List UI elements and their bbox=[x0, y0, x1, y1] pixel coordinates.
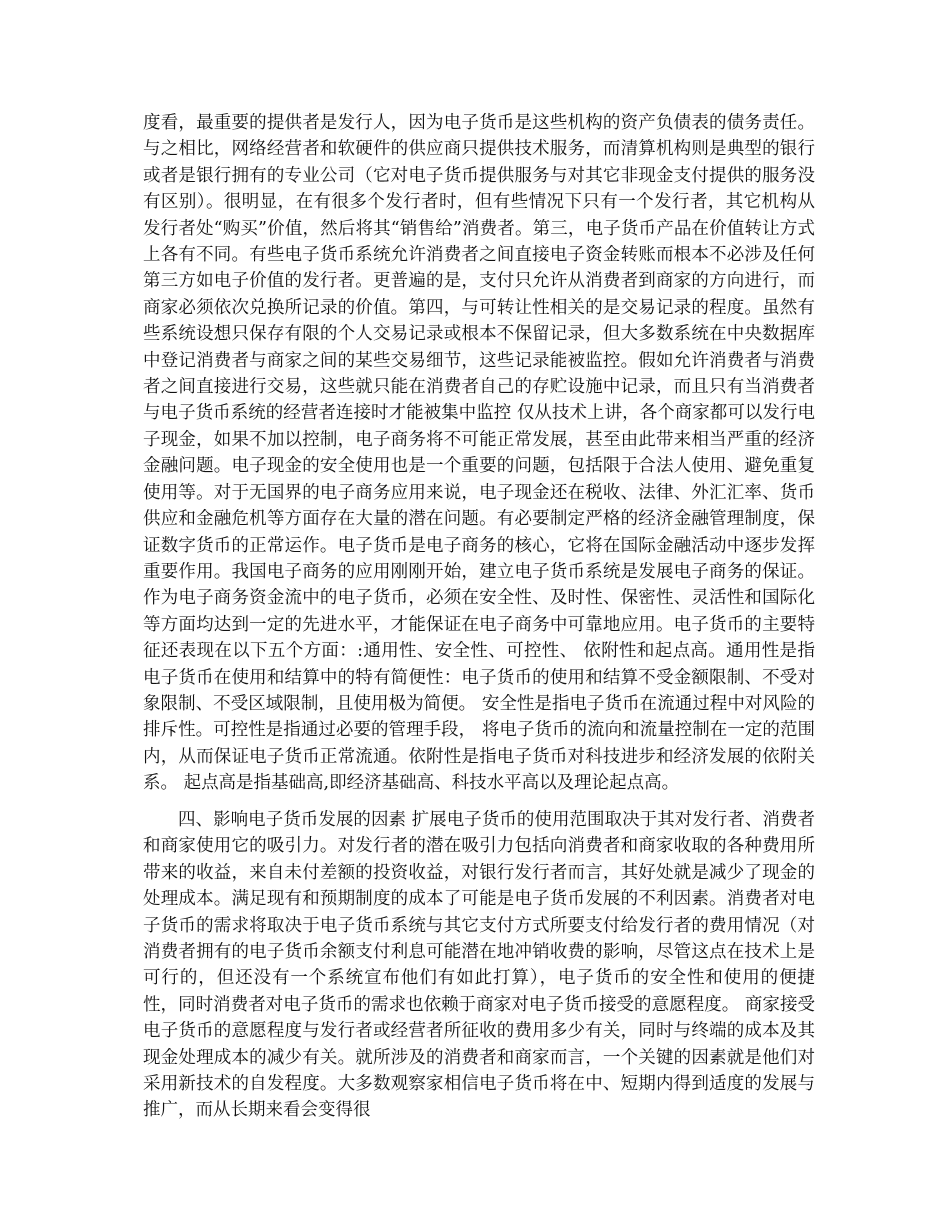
body-paragraph-1: 度看，最重要的提供者是发行人，因为电子货币是这些机构的资产负债表的债务责任。与之相比，网络经营者和软硬件的供应商只提供技术服务，而清算机构则是典型的银行或者是银行拥有的专业公司（它对电子货币提供服务与对其它非现金支付提供的服务没有区别）。很明显，在有很多个发行者时，但有些情况下只有一个发行者，其它机构从发行者处“购买”价值，然后将其“销售给”消费者。第三，电子货币产品在价值转让方式上各有不同。有些电子货币系统允许消费者之间直接电子资金转账而根本不必涉及任何第三方如电子价值的发行者。更普遍的是，支付只允许从消费者到商家的方向进行，而商家必须依次兑换所记录的价值。第四，与可转让性相关的是交易记录的程度。虽然有些系统设想只保存有限的个人交易记录或根本不保留记录，但大多数系统在中央数据库中登记消费者与商家之间的某些交易细节，这些记录能被监控。假如允许消费者与消费者之间直接进行交易，这些就只能在消费者自己的存贮设施中记录，而且只有当消费者与电子货币系统的经营者连接时才能被集中监控 仅从技术上讲，各个商家都可以发行电子现金，如果不加以控制，电子商务将不可能正常发展，甚至由此带来相当严重的经济金融问题。电子现金的安全使用也是一个重要的问题，包括限于合法人使用、避免重复使用等。对于无国界的电子商务应用来说，电子现金还在税收、法律、外汇汇率、货币供应和金融危机等方面存在大量的潜在问题。有必要制定严格的经济金融管理制度，保证数字货币的正常运作。电子货币是电子商务的核心，它将在国际金融活动中逐步发挥重要作用。我国电子商务的应用刚刚开始，建立电子货币系统是发展电子商务的保证。作为电子商务资金流中的电子货币，必须在安全性、及时性、保密性、灵活性和国际化等方面均达到一定的先进水平，才能保证在电子商务中可靠地应用。电子货币的主要特征还表现在以下五个方面：:通用性、安全性、可控性、 依附性和起点高。通用性是指电子货币在使用和结算中的特有简便性：电子货币的使用和结算不受金额限制、不受对象限制、不受区域限制，且使用极为简便。 安全性是指电子货币在流通过程中对风险的排斥性。可控性是指通过必要的管理手段， 将电子货币的流向和流量控制在一定的范围内，从而保证电子货币正常流通。依附性是指电子货币对科技进步和经济发展的依附关系。 起点高是指基础高,即经济基础高、科技水平高以及理论起点高。 bbox=[143, 113, 815, 794]
body-paragraph-2: 四、影响电子货币发展的因素 扩展电子货币的使用范围取决于其对发行者、消费者和商家使用它的吸引力。对发行者的潜在吸引力包括向消费者和商家收取的各种费用所带来的收益，来自未付差额的投资收益，对银行发行者而言，其好处就是减少了现金的处理成本。满足现有和预期制度的成本了可能是电子货币发展的不利因素。消费者对电子货币的需求将取决于电子货币系统与其它支付方式所要支付给发行者的费用情况（对消费者拥有的电子货币余额支付利息可能潜在地冲销收费的影响，尽管这点在技术上是可行的，但还没有一个系统宣布他们有如此打算），电子货币的安全性和使用的便捷性，同时消费者对电子货币的需求也依赖于商家对电子货币接受的意愿程度。 商家接受电子货币的意愿程度与发行者或经营者所征收的费用多少有关，同时与终端的成本及其现金处理成本的减少有关。就所涉及的消费者和商家而言，一个关键的因素就是他们对采用新技术的自发程度。大多数观察家相信电子货币将在中、短期内得到适度的发展与推广，而从长期来看会变得很 bbox=[143, 810, 815, 1121]
